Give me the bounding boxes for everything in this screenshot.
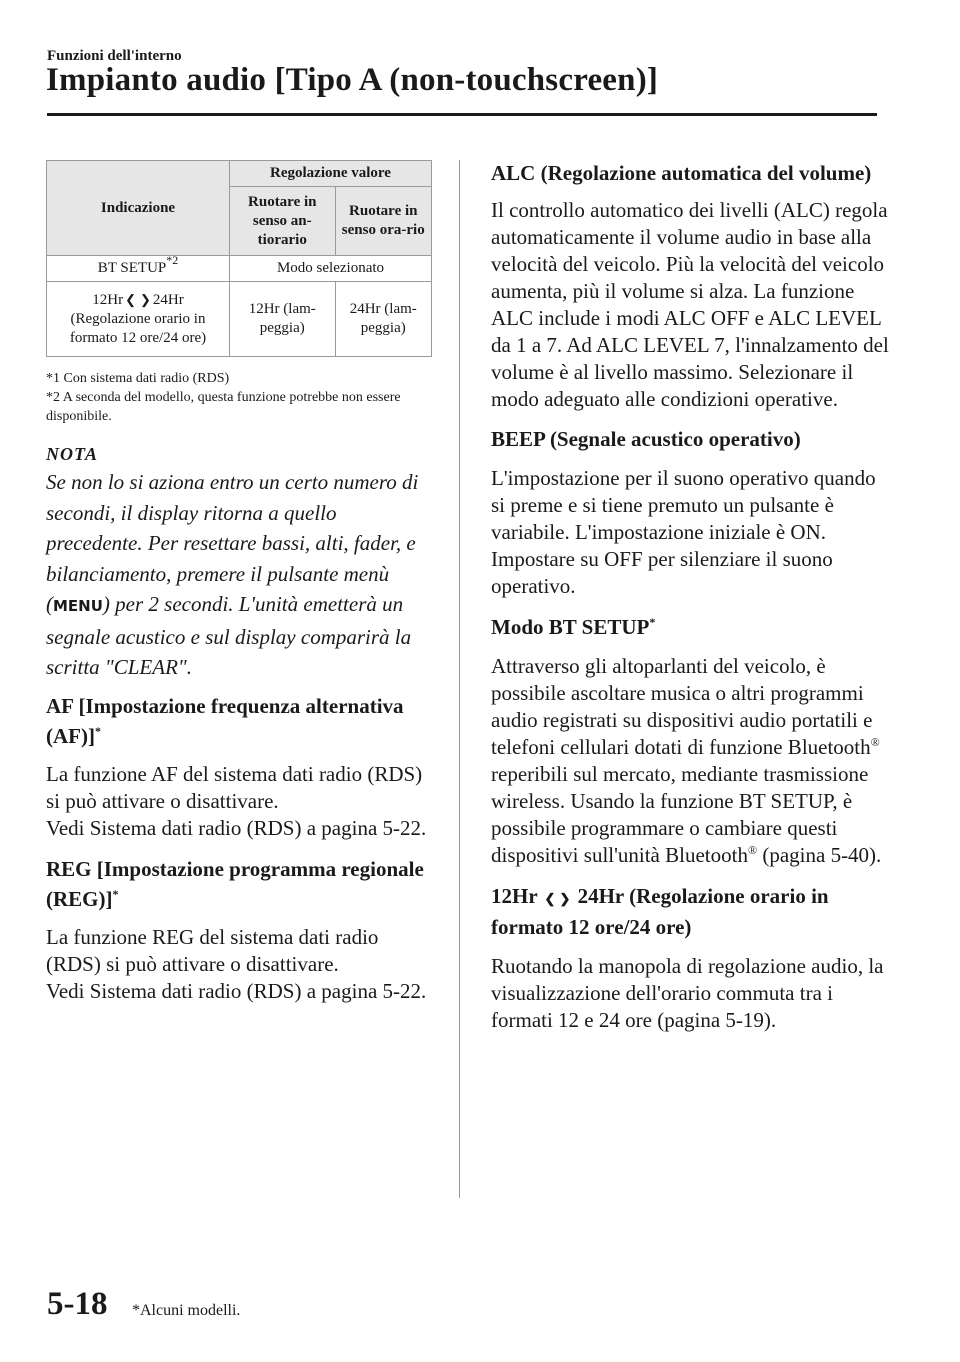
table-cell: Modo selezionato bbox=[230, 256, 432, 282]
chevron-left-icon: ❮ bbox=[544, 891, 556, 906]
table-row bbox=[47, 256, 432, 282]
th-orario: Ruotare in senso ora-rio bbox=[335, 187, 431, 256]
chevron-right-icon: ❯ bbox=[559, 891, 571, 906]
chevron-right-icon: ❯ bbox=[140, 292, 151, 307]
af-heading: AF [Impostazione frequenza alternativa (AF)]* bbox=[46, 693, 404, 748]
page-title: Impianto audio [Tipo A (non-touchscreen)] bbox=[46, 62, 659, 98]
reg-heading: REG [Impostazione programma regionale (REG)]* bbox=[46, 856, 424, 911]
reg-body: La funzione REG del sistema dati radio (RDS) si può attivare o disattivare. bbox=[46, 924, 379, 976]
alc-body: Il controllo automatico dei livelli (ALC) regola automaticamente il volume audio in base alla velocità del veicolo. Più la velocità del veicolo aumenta, più il volume si alza. La funzione ALC include i modi ALC OFF e ALC LEVEL da 1 a 7. Ad ALC LEVEL 7, l'innalzamento del volume è al livello massimo. Selezionare il modo adeguato alle condizioni operative. bbox=[491, 198, 889, 411]
footnote: *2 A seconda del modello, questa funzione potrebbe non essere disponibile. bbox=[46, 390, 401, 424]
right-column bbox=[491, 160, 891, 1034]
table-cell: 12Hr (lam-peggia) bbox=[230, 282, 336, 357]
page-number: 5-18 bbox=[47, 1286, 108, 1322]
bt-heading: Modo BT SETUP* bbox=[491, 615, 656, 639]
bt-body: Attraverso gli altoparlanti del veicolo, è possibile ascoltare musica o altri programmi audio registrati su dispositivi audio portatili e telefoni cellulari dotati di funzione Bluetooth® reperibili sul mercato, mediante trasmissione wireless. Usando la funzione BT SETUP, è possibile programmare o cambiare questi dispositivi sull'unità Bluetooth® (pagina 5-40). bbox=[491, 654, 882, 867]
section-label: Funzioni dell'interno bbox=[47, 48, 182, 64]
th-regolazione: Regolazione valore bbox=[230, 161, 432, 187]
column-divider bbox=[459, 160, 460, 1198]
table-cell: 24Hr (lam-peggia) bbox=[335, 282, 431, 357]
menu-button-icon: MENU bbox=[53, 597, 103, 615]
title-rule bbox=[47, 113, 877, 116]
th-antiorario: Ruotare in senso an-tiorario bbox=[230, 187, 336, 256]
af-body: La funzione AF del sistema dati radio (RDS) si può attivare o disattivare. bbox=[46, 761, 423, 813]
table-row bbox=[47, 282, 432, 357]
th-indicazione: Indicazione bbox=[47, 161, 230, 256]
chevron-left-icon: ❮ bbox=[125, 292, 136, 307]
left-column bbox=[46, 160, 434, 1005]
footer-note: *Alcuni modelli. bbox=[132, 1302, 241, 1319]
af-ref: Vedi Sistema dati radio (RDS) a pagina 5-22. bbox=[46, 815, 427, 840]
beep-body: L'impostazione per il suono operativo quando si preme e si tiene premuto un pulsante è variabile. L'impostazione iniziale è ON. Impostare su OFF per silenziare il suono operativo. bbox=[491, 466, 876, 598]
settings-table bbox=[46, 160, 432, 357]
hr-heading: 12Hr ❮ ❯ 24Hr (Regolazione orario in formato 12 ore/24 ore) bbox=[491, 884, 829, 939]
table-cell: BT SETUP$^{*2}$ bbox=[47, 256, 230, 282]
nota-text: Se non lo si aziona entro un certo numero di secondi, il display ritorna a quello precedente. Per resettare bassi, alti, fader, e bilanciamento, premere il pulsante menù (MENU) per 2 secondi. L'unità emetterà un segnale acustico e sul display comparirà la scritta "CLEAR". bbox=[46, 470, 419, 679]
alc-heading: ALC (Regolazione automatica del volume) bbox=[491, 161, 872, 185]
reg-ref: Vedi Sistema dati radio (RDS) a pagina 5-22. bbox=[46, 978, 427, 1003]
nota-heading: NOTA bbox=[46, 444, 99, 464]
footnote: *1 Con sistema dati radio (RDS) bbox=[46, 371, 230, 386]
beep-heading: BEEP (Segnale acustico operativo) bbox=[491, 427, 801, 451]
hr-body: Ruotando la manopola di regolazione audio, la visualizzazione dell'orario commuta tra i formati 12 e 24 ore (pagina 5-19). bbox=[491, 954, 884, 1032]
table-cell: 12Hr ❮ ❯ 24Hr (Regolazione orario in formato 12 ore/24 ore) bbox=[47, 282, 230, 357]
footnotes bbox=[46, 369, 434, 426]
